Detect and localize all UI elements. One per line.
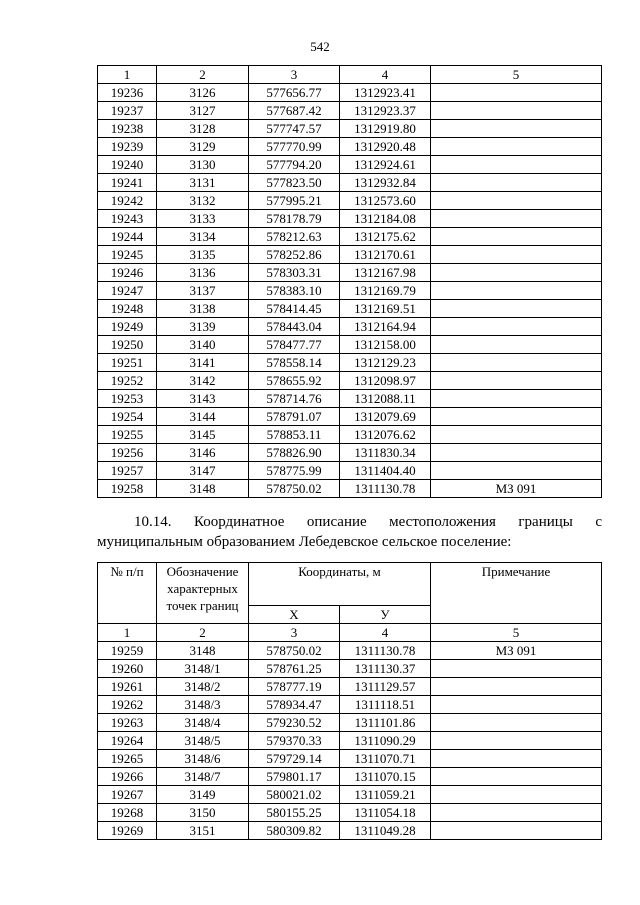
cell-x: 578714.76 <box>249 390 340 408</box>
cell-note <box>431 354 602 372</box>
cell-point: 3127 <box>157 102 249 120</box>
cell-number: 19261 <box>98 678 157 696</box>
cell-x: 578414.45 <box>249 300 340 318</box>
table-body <box>98 84 602 498</box>
column-number: 5 <box>431 66 602 84</box>
cell-y: 1312169.79 <box>340 282 431 300</box>
table-row <box>98 696 602 714</box>
cell-x: 580155.25 <box>249 804 340 822</box>
cell-note <box>431 156 602 174</box>
cell-number: 19262 <box>98 696 157 714</box>
cell-y: 1312920.48 <box>340 138 431 156</box>
cell-number: 19248 <box>98 300 157 318</box>
cell-y: 1312164.94 <box>340 318 431 336</box>
cell-number: 19254 <box>98 408 157 426</box>
section-heading-line-2: муниципальным образованием Лебедевское сельское поселение: <box>97 534 512 550</box>
cell-point: 3141 <box>157 354 249 372</box>
cell-note <box>431 102 602 120</box>
table-row <box>98 246 602 264</box>
table-row <box>98 462 602 480</box>
column-number-row <box>98 66 602 84</box>
cell-point: 3134 <box>157 228 249 246</box>
cell-number: 19237 <box>98 102 157 120</box>
cell-number: 19257 <box>98 462 157 480</box>
cell-y: 1311054.18 <box>340 804 431 822</box>
table-row <box>98 210 602 228</box>
cell-point: 3139 <box>157 318 249 336</box>
cell-point: 3145 <box>157 426 249 444</box>
header-y: У <box>340 606 431 624</box>
cell-note <box>431 120 602 138</box>
cell-y: 1312923.41 <box>340 84 431 102</box>
cell-y: 1311059.21 <box>340 786 431 804</box>
table-row <box>98 426 602 444</box>
cell-y: 1312573.60 <box>340 192 431 210</box>
cell-x: 578252.86 <box>249 246 340 264</box>
cell-number: 19260 <box>98 660 157 678</box>
cell-point: 3129 <box>157 138 249 156</box>
cell-point: 3137 <box>157 282 249 300</box>
cell-x: 578775.99 <box>249 462 340 480</box>
column-number: 1 <box>98 66 157 84</box>
section-heading <box>97 512 602 552</box>
cell-x: 578777.19 <box>249 678 340 696</box>
cell-note <box>431 768 602 786</box>
table-row <box>98 228 602 246</box>
table-row <box>98 372 602 390</box>
table-row <box>98 822 602 840</box>
cell-point: 3128 <box>157 120 249 138</box>
table-row <box>98 390 602 408</box>
cell-x: 577823.50 <box>249 174 340 192</box>
cell-note <box>431 786 602 804</box>
cell-x: 578655.92 <box>249 372 340 390</box>
cell-point: 3144 <box>157 408 249 426</box>
cell-point: 3151 <box>157 822 249 840</box>
cell-note <box>431 282 602 300</box>
cell-point: 3126 <box>157 84 249 102</box>
cell-number: 19245 <box>98 246 157 264</box>
table-row <box>98 174 602 192</box>
cell-number: 19263 <box>98 714 157 732</box>
cell-y: 1311101.86 <box>340 714 431 732</box>
cell-x: 579370.33 <box>249 732 340 750</box>
cell-x: 577770.99 <box>249 138 340 156</box>
cell-x: 578477.77 <box>249 336 340 354</box>
cell-number: 19255 <box>98 426 157 444</box>
cell-y: 1311090.29 <box>340 732 431 750</box>
table-row <box>98 480 602 498</box>
cell-number: 19246 <box>98 264 157 282</box>
cell-x: 578750.02 <box>249 642 340 660</box>
cell-x: 578791.07 <box>249 408 340 426</box>
cell-y: 1312169.51 <box>340 300 431 318</box>
cell-x: 580021.02 <box>249 786 340 804</box>
cell-number: 19250 <box>98 336 157 354</box>
header-row <box>98 563 602 606</box>
column-number: 2 <box>157 624 249 642</box>
column-number: 3 <box>249 66 340 84</box>
table-row <box>98 282 602 300</box>
cell-y: 1312175.62 <box>340 228 431 246</box>
cell-note <box>431 732 602 750</box>
cell-x: 578826.90 <box>249 444 340 462</box>
cell-number: 19267 <box>98 786 157 804</box>
cell-number: 19252 <box>98 372 157 390</box>
cell-point: 3146 <box>157 444 249 462</box>
cell-note <box>431 264 602 282</box>
cell-x: 577747.57 <box>249 120 340 138</box>
cell-point: 3150 <box>157 804 249 822</box>
column-number: 4 <box>340 624 431 642</box>
section-heading-line-1: 10.14. Координатное описание местоположения границы с <box>134 514 602 530</box>
cell-x: 577656.77 <box>249 84 340 102</box>
cell-point: 3149 <box>157 786 249 804</box>
cell-point: 3138 <box>157 300 249 318</box>
cell-note <box>431 804 602 822</box>
cell-y: 1311049.28 <box>340 822 431 840</box>
cell-point: 3136 <box>157 264 249 282</box>
table-row <box>98 768 602 786</box>
cell-x: 578178.79 <box>249 210 340 228</box>
table-row <box>98 642 602 660</box>
cell-y: 1312167.98 <box>340 264 431 282</box>
cell-y: 1311129.57 <box>340 678 431 696</box>
table-row <box>98 84 602 102</box>
cell-point: 3147 <box>157 462 249 480</box>
cell-number: 19241 <box>98 174 157 192</box>
cell-number: 19264 <box>98 732 157 750</box>
cell-number: 19242 <box>98 192 157 210</box>
cell-y: 1312098.97 <box>340 372 431 390</box>
cell-number: 19240 <box>98 156 157 174</box>
cell-number: 19256 <box>98 444 157 462</box>
cell-number: 19258 <box>98 480 157 498</box>
cell-point: 3148/5 <box>157 732 249 750</box>
cell-note <box>431 372 602 390</box>
cell-note <box>431 318 602 336</box>
cell-y: 1312184.08 <box>340 210 431 228</box>
cell-point: 3148 <box>157 480 249 498</box>
cell-note <box>431 174 602 192</box>
table-row <box>98 678 602 696</box>
header-point: Обозначение характерных точек границ <box>157 563 249 624</box>
cell-x: 578212.63 <box>249 228 340 246</box>
cell-x: 578443.04 <box>249 318 340 336</box>
cell-y: 1312129.23 <box>340 354 431 372</box>
cell-y: 1311830.34 <box>340 444 431 462</box>
table-row <box>98 660 602 678</box>
header-x: Х <box>249 606 340 624</box>
cell-y: 1311070.71 <box>340 750 431 768</box>
cell-y: 1312924.61 <box>340 156 431 174</box>
table-row <box>98 192 602 210</box>
cell-y: 1312079.69 <box>340 408 431 426</box>
cell-y: 1312088.11 <box>340 390 431 408</box>
cell-x: 578383.10 <box>249 282 340 300</box>
cell-note <box>431 390 602 408</box>
cell-note <box>431 84 602 102</box>
table-row <box>98 300 602 318</box>
cell-note <box>431 426 602 444</box>
cell-note <box>431 336 602 354</box>
cell-y: 1312923.37 <box>340 102 431 120</box>
cell-note <box>431 300 602 318</box>
cell-point: 3148/3 <box>157 696 249 714</box>
cell-note: МЗ 091 <box>431 480 602 498</box>
cell-number: 19239 <box>98 138 157 156</box>
cell-point: 3140 <box>157 336 249 354</box>
cell-y: 1312170.61 <box>340 246 431 264</box>
cell-x: 579230.52 <box>249 714 340 732</box>
cell-note <box>431 408 602 426</box>
cell-note <box>431 822 602 840</box>
table-row <box>98 750 602 768</box>
cell-x: 577995.21 <box>249 192 340 210</box>
cell-y: 1311118.51 <box>340 696 431 714</box>
cell-point: 3148/2 <box>157 678 249 696</box>
column-number-row <box>98 624 602 642</box>
cell-x: 578558.14 <box>249 354 340 372</box>
cell-x: 580309.82 <box>249 822 340 840</box>
table-row <box>98 804 602 822</box>
table-row <box>98 354 602 372</box>
cell-point: 3133 <box>157 210 249 228</box>
coordinates-table <box>97 562 602 840</box>
cell-x: 579729.14 <box>249 750 340 768</box>
column-number: 5 <box>431 624 602 642</box>
cell-y: 1312919.80 <box>340 120 431 138</box>
cell-point: 3143 <box>157 390 249 408</box>
cell-number: 19266 <box>98 768 157 786</box>
cell-x: 578750.02 <box>249 480 340 498</box>
cell-y: 1311404.40 <box>340 462 431 480</box>
table-row <box>98 408 602 426</box>
cell-point: 3148/6 <box>157 750 249 768</box>
column-number: 4 <box>340 66 431 84</box>
cell-number: 19247 <box>98 282 157 300</box>
cell-x: 579801.17 <box>249 768 340 786</box>
cell-point: 3142 <box>157 372 249 390</box>
cell-point: 3130 <box>157 156 249 174</box>
cell-note <box>431 678 602 696</box>
header-coordinates: Координаты, м <box>249 563 431 606</box>
column-number: 2 <box>157 66 249 84</box>
table-row <box>98 264 602 282</box>
cell-note <box>431 138 602 156</box>
page-number: 542 <box>310 39 330 54</box>
cell-note <box>431 750 602 768</box>
cell-y: 1312932.84 <box>340 174 431 192</box>
header-num: № п/п <box>98 563 157 624</box>
cell-number: 19243 <box>98 210 157 228</box>
cell-y: 1312076.62 <box>340 426 431 444</box>
cell-note: МЗ 091 <box>431 642 602 660</box>
cell-x: 578761.25 <box>249 660 340 678</box>
cell-note <box>431 714 602 732</box>
cell-y: 1311130.78 <box>340 480 431 498</box>
cell-x: 577687.42 <box>249 102 340 120</box>
cell-number: 19265 <box>98 750 157 768</box>
cell-note <box>431 444 602 462</box>
cell-note <box>431 246 602 264</box>
cell-number: 19251 <box>98 354 157 372</box>
cell-point: 3148/4 <box>157 714 249 732</box>
table-row <box>98 336 602 354</box>
table-row <box>98 318 602 336</box>
cell-number: 19236 <box>98 84 157 102</box>
table-row <box>98 444 602 462</box>
cell-number: 19259 <box>98 642 157 660</box>
cell-point: 3148/1 <box>157 660 249 678</box>
cell-note <box>431 696 602 714</box>
cell-note <box>431 462 602 480</box>
cell-number: 19244 <box>98 228 157 246</box>
table-row <box>98 138 602 156</box>
cell-note <box>431 192 602 210</box>
cell-x: 578853.11 <box>249 426 340 444</box>
table-row <box>98 102 602 120</box>
cell-x: 577794.20 <box>249 156 340 174</box>
coordinates-table-continued <box>97 65 602 498</box>
header-note: Примечание <box>431 563 602 624</box>
table-row <box>98 120 602 138</box>
cell-note <box>431 660 602 678</box>
cell-point: 3148 <box>157 642 249 660</box>
cell-number: 19253 <box>98 390 157 408</box>
cell-y: 1311130.37 <box>340 660 431 678</box>
cell-y: 1311070.15 <box>340 768 431 786</box>
cell-point: 3148/7 <box>157 768 249 786</box>
cell-number: 19249 <box>98 318 157 336</box>
table-row <box>98 714 602 732</box>
cell-point: 3131 <box>157 174 249 192</box>
table-row <box>98 732 602 750</box>
cell-number: 19269 <box>98 822 157 840</box>
cell-y: 1312158.00 <box>340 336 431 354</box>
column-number: 1 <box>98 624 157 642</box>
cell-note <box>431 228 602 246</box>
table-body <box>98 642 602 840</box>
table-row <box>98 156 602 174</box>
cell-note <box>431 210 602 228</box>
table-row <box>98 786 602 804</box>
cell-number: 19238 <box>98 120 157 138</box>
cell-y: 1311130.78 <box>340 642 431 660</box>
cell-point: 3132 <box>157 192 249 210</box>
cell-number: 19268 <box>98 804 157 822</box>
cell-x: 578303.31 <box>249 264 340 282</box>
cell-x: 578934.47 <box>249 696 340 714</box>
cell-point: 3135 <box>157 246 249 264</box>
column-number: 3 <box>249 624 340 642</box>
